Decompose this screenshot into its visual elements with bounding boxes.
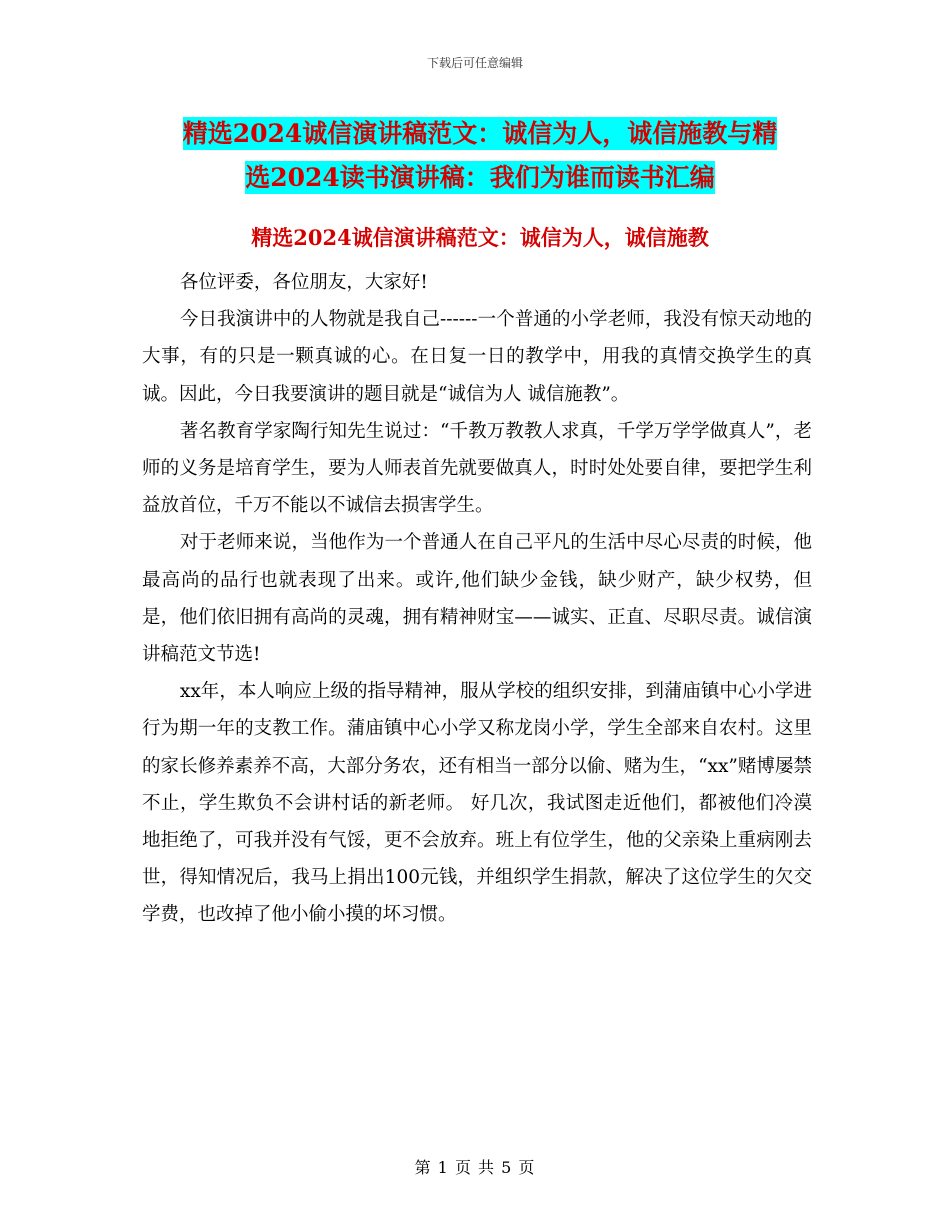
title-line-2: 选2024读书演讲稿：我们为谁而读书汇编 xyxy=(245,163,715,192)
header-note: 下载后可任意编辑 xyxy=(426,56,523,70)
paragraph-greeting: 各位评委，各位朋友，大家好! xyxy=(179,272,428,293)
paragraph: xx年，本人响应上级的指导精神，服从学校的组织安排，到蒲庙镇中心小学进行为期一年的支教工作。蒲庙镇中心小学又称龙岗小学，学生全部来自农村。这里的家长修养素养不高，大部分务农，还有相当一部分以偷、赌为生，“xx”赌博屡禁不止，学生欺负不会讲村话的新老师。 好几次，我试图走近他们，都被他们冷漠地拒绝了，可我并没有气馁，更不会放弃。班上有位学生，他的父亲染上重病刚去世，得知情况后，我马上捐出100元钱，并组织学生捐款，解决了这位学生的欠交学费，也改掉了他小偷小摸的坏习惯。 xyxy=(142,681,812,926)
page-footer: 第 1 页 共 5 页 xyxy=(414,1158,536,1177)
paragraph: 今日我演讲中的人物就是我自己------一个普通的小学老师，我没有惊天动地的大事，有的只是一颗真诚的心。在日复一日的教学中，用我的真情交换学生的真诚。因此，今日我要演讲的题目就是“诚信为人 诚信施教”。 xyxy=(142,309,812,405)
paragraph: 著名教育学家陶行知先生说过：“千教万教教人求真，千学万学学做真人”，老师的义务是培育学生，要为人师表首先就要做真人，时时处处要自律，要把学生利益放首位，千万不能以不诚信去损害学生。 xyxy=(142,420,812,517)
document-title xyxy=(140,112,820,200)
body-text xyxy=(142,264,812,934)
title-line-1: 精选2024诚信演讲稿范文：诚信为人，诚信施教与精 xyxy=(182,119,778,148)
section-title: 精选2024诚信演讲稿范文：诚信为人，诚信施教 xyxy=(251,225,709,250)
paragraph: 对于老师来说，当他作为一个普通人在自己平凡的生活中尽心尽责的时候，他最高尚的品行也就表现了出来。或许,他们缺少金钱，缺少财产，缺少权势，但是，他们依旧拥有高尚的灵魂，拥有精神财宝——诚实、正直、尽职尽责。诚信演讲稿范文节选! xyxy=(142,532,812,666)
